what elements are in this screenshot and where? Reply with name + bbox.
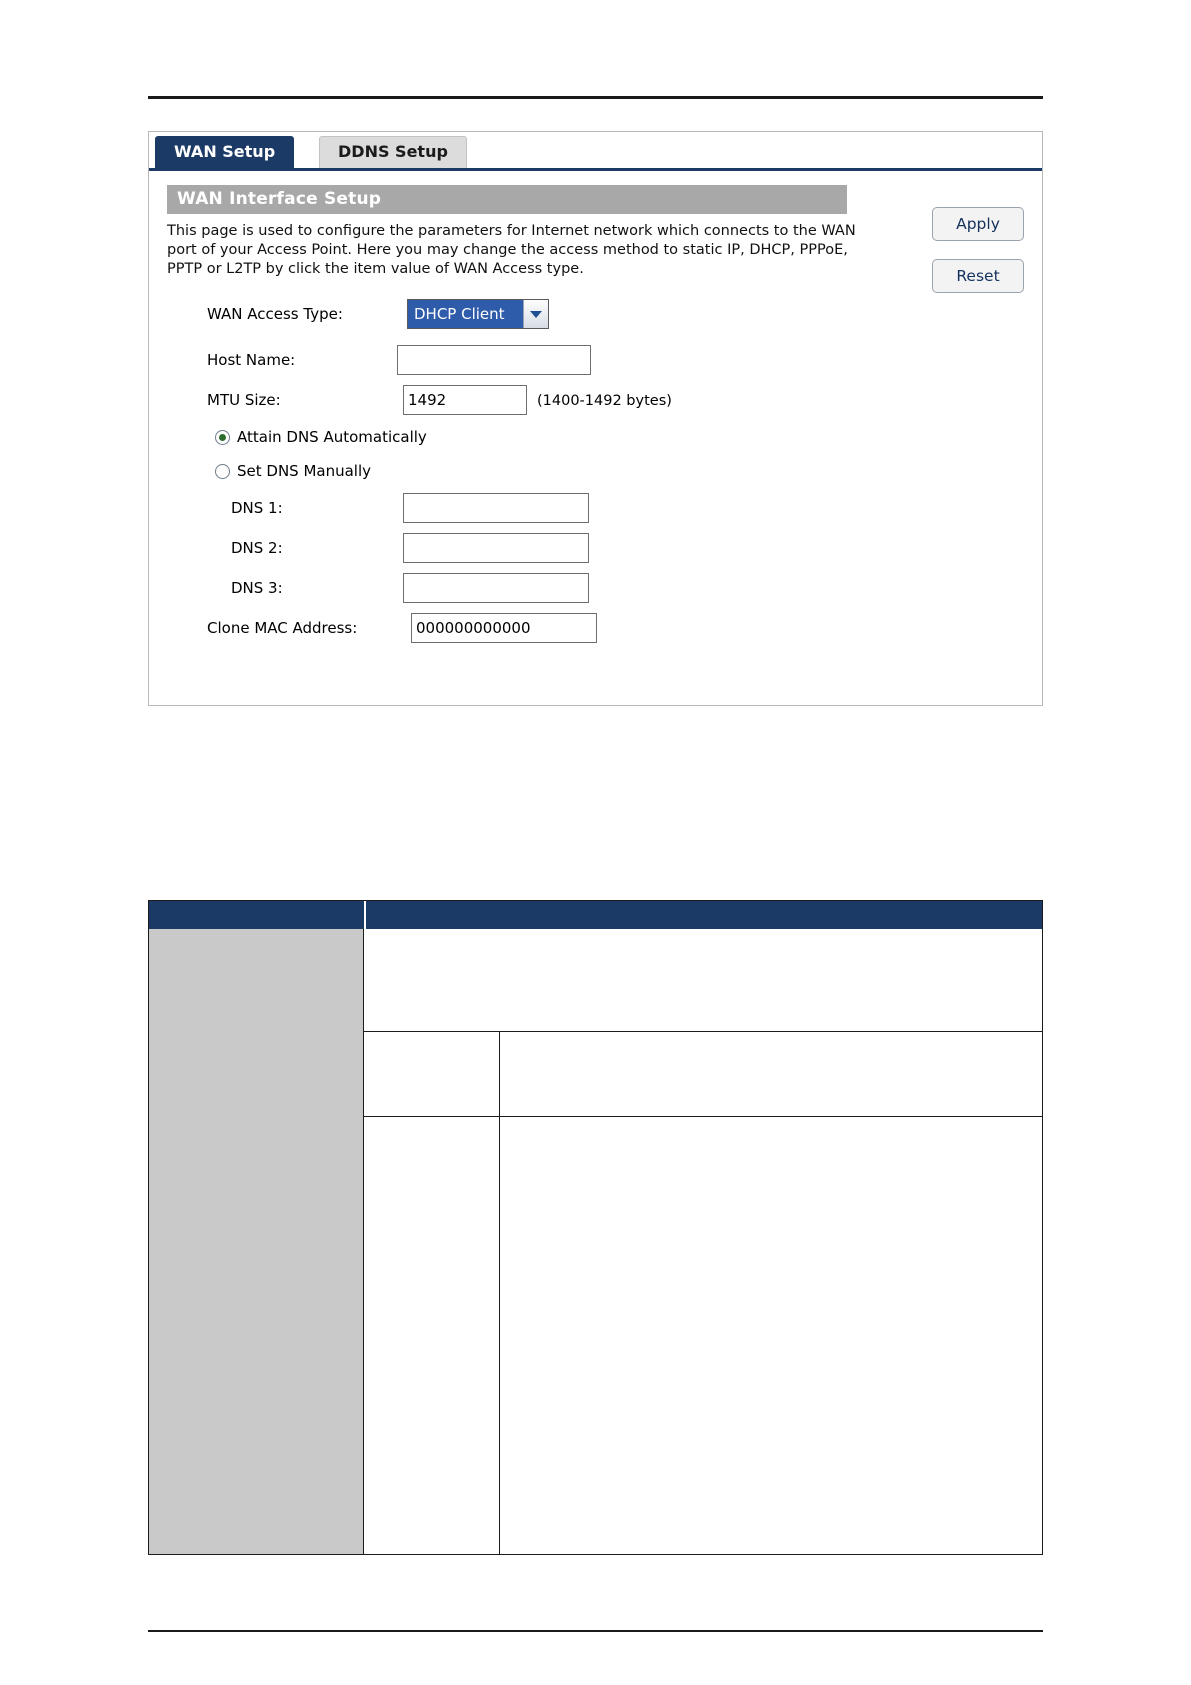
tab-wan-setup[interactable] — [155, 136, 294, 168]
table-header-cell-1 — [149, 901, 366, 929]
row-set-dns-manually — [167, 457, 1024, 491]
wan-setup-panel — [149, 171, 1042, 651]
mtu-size-hint: (1400-1492 bytes) — [537, 393, 672, 409]
dns1-label: DNS 1: — [231, 499, 283, 517]
router-ui-screenshot — [148, 131, 1043, 706]
table-row — [364, 929, 1042, 1032]
chevron-down-icon[interactable] — [523, 300, 548, 328]
dns2-input[interactable] — [403, 533, 589, 563]
attain-dns-automatically-label[interactable]: Attain DNS Automatically — [237, 428, 427, 446]
action-button-column — [932, 207, 1024, 311]
row-host-name — [167, 343, 1024, 383]
table-header-cell-2 — [366, 901, 1042, 929]
table-cell — [500, 1032, 1042, 1116]
table-row — [364, 1117, 1042, 1554]
wan-access-type-label: WAN Access Type: — [207, 305, 343, 323]
parameter-description-table — [148, 900, 1043, 1555]
tab-wan-setup-label: WAN Setup — [174, 142, 276, 161]
apply-button[interactable]: Apply — [932, 207, 1024, 241]
wan-access-type-value: DHCP Client — [408, 300, 523, 328]
dns3-label: DNS 3: — [231, 579, 283, 597]
table-left-cell — [149, 929, 363, 968]
dns1-input[interactable] — [403, 493, 589, 523]
table-header-row — [149, 901, 1042, 929]
section-title: WAN Interface Setup — [167, 185, 847, 214]
host-name-input[interactable] — [397, 345, 591, 375]
section-description: This page is used to configure the parameters for Internet network which connects to the WAN port of your Access Point. Here you may change the access method to static IP, DHCP, PPPoE, PPTP or L2TP by click the item value of WAN Access type. — [167, 223, 856, 277]
wan-access-type-select[interactable] — [407, 299, 549, 329]
row-wan-access-type — [167, 297, 1024, 343]
mtu-size-input[interactable] — [403, 385, 527, 415]
row-clone-mac — [167, 611, 1024, 651]
row-dns3 — [167, 571, 1024, 611]
table-right-column — [364, 929, 1042, 1554]
row-dns1 — [167, 491, 1024, 531]
table-row — [364, 1032, 1042, 1117]
dns3-input[interactable] — [403, 573, 589, 603]
header-rule — [148, 96, 1043, 99]
attain-dns-automatically-radio[interactable] — [215, 430, 230, 445]
wan-setup-form — [167, 297, 1024, 651]
row-attain-dns-auto — [167, 423, 1024, 457]
reset-button[interactable]: Reset — [932, 259, 1024, 293]
clone-mac-label: Clone MAC Address: — [207, 619, 358, 637]
row-mtu-size — [167, 383, 1024, 423]
set-dns-manually-label[interactable]: Set DNS Manually — [237, 462, 372, 480]
mtu-size-label: MTU Size: — [207, 391, 281, 409]
table-left-column — [149, 929, 364, 1554]
tab-ddns-setup[interactable] — [319, 136, 467, 168]
clone-mac-input[interactable] — [411, 613, 597, 643]
set-dns-manually-radio[interactable] — [215, 464, 230, 479]
host-name-label: Host Name: — [207, 351, 296, 369]
tab-bar — [149, 132, 1042, 171]
row-dns2 — [167, 531, 1024, 571]
table-cell — [500, 1117, 1042, 1554]
tab-ddns-setup-label: DDNS Setup — [338, 142, 448, 161]
table-cell — [364, 1032, 500, 1116]
dns2-label: DNS 2: — [231, 539, 283, 557]
table-body — [149, 929, 1042, 1554]
table-cell — [364, 1117, 500, 1554]
footer-rule — [148, 1630, 1043, 1632]
